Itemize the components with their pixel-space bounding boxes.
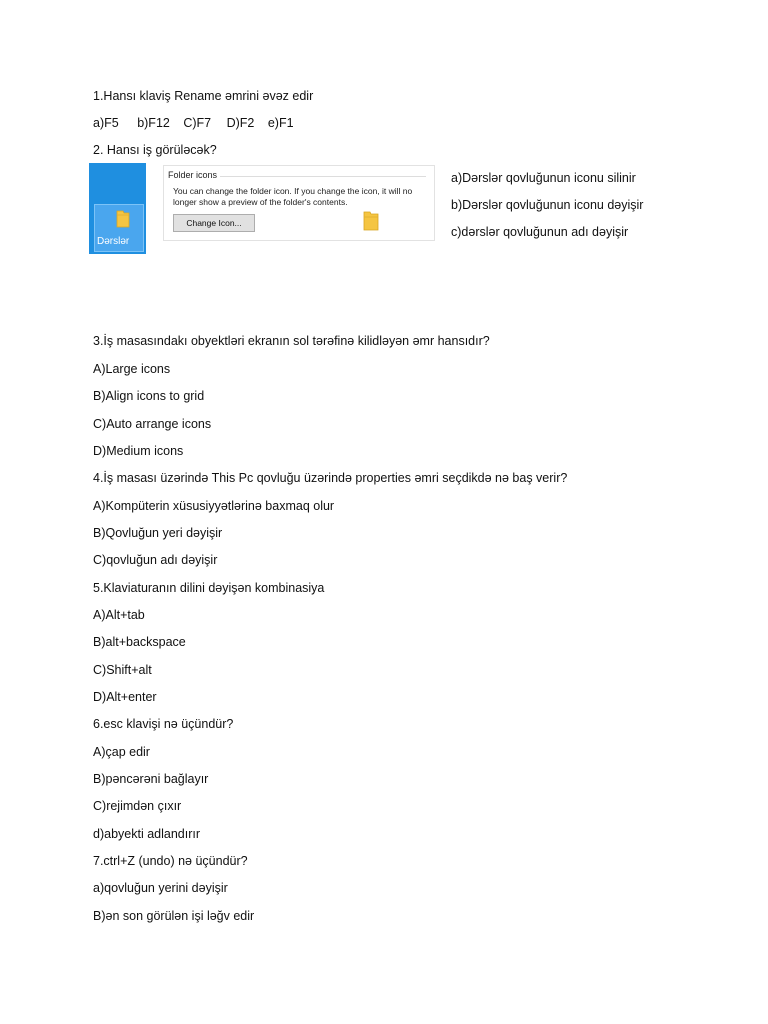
folder-preview-icon — [363, 211, 379, 231]
question-7-option-a: a)qovluğun yerini dəyişir — [93, 881, 228, 895]
question-5-option-d: D)Alt+enter — [93, 690, 157, 704]
group-title: Folder icons — [168, 170, 220, 180]
option-e: e)F1 — [267, 116, 294, 130]
question-5-option-b: B)alt+backspace — [93, 635, 186, 649]
group-divider — [212, 176, 426, 177]
dialog-description: You can change the folder icon. If you change the icon, it will no longer show a preview of the folder's contents. — [173, 186, 413, 207]
question-7: 7.ctrl+Z (undo) nə üçündür? — [93, 854, 248, 868]
question-4-option-a: A)Kompüterin xüsusiyyətlərinə baxmaq olur — [93, 499, 335, 513]
question-2-option-b: b)Dərslər qovluğunun iconu dəyişir — [451, 198, 644, 212]
question-1: 1.Hansı klaviş Rename əmrini əvəz edir — [93, 89, 314, 103]
folder-icon — [116, 210, 130, 228]
question-3-option-c: C)Auto arrange icons — [93, 417, 212, 431]
question-6-option-d: d)abyekti adlandırır — [93, 827, 201, 841]
change-icon-button[interactable]: Change Icon... — [173, 214, 255, 232]
question-3-option-a: A)Large icons — [93, 362, 171, 376]
question-5-option-c: C)Shift+alt — [93, 663, 152, 677]
question-3-option-b: B)Align icons to grid — [93, 389, 205, 403]
question-6-option-a: A)çap edir — [93, 745, 150, 759]
question-4-option-b: B)Qovluğun yeri dəyişir — [93, 526, 223, 540]
option-a: a)F5 — [93, 116, 119, 130]
option-c: C)F7 — [183, 116, 212, 130]
question-7-option-b: B)ən son görülən işi ləğv edir — [93, 909, 255, 923]
question-6-option-b: B)pəncərəni bağlayır — [93, 772, 209, 786]
question-6: 6.esc klavişi nə üçündür? — [93, 717, 234, 731]
question-6-option-c: C)rejimdən çıxır — [93, 799, 182, 813]
question-4-option-c: C)qovluğun adı dəyişir — [93, 553, 218, 567]
desktop-screenshot — [89, 163, 146, 254]
folder-icons-dialog — [163, 165, 435, 241]
desktop-folder-label: Dərslər — [97, 236, 130, 247]
question-5-option-a: A)Alt+tab — [93, 608, 145, 622]
question-2-option-a: a)Dərslər qovluğunun iconu silinir — [451, 171, 636, 185]
question-2-option-c: c)dərslər qovluğunun adı dəyişir — [451, 225, 629, 239]
question-3-option-d: D)Medium icons — [93, 444, 184, 458]
question-2: 2. Hansı iş görüləcək? — [93, 143, 217, 157]
option-d: D)F2 — [226, 116, 255, 130]
question-4: 4.İş masası üzərində This Pc qovluğu üzərində properties əmri seçdikdə nə baş verir? — [93, 471, 568, 485]
question-1-options — [93, 115, 294, 131]
question-5: 5.Klaviaturanın dilini dəyişən kombinasiya — [93, 581, 325, 595]
option-b: b)F12 — [137, 116, 170, 130]
question-3: 3.İş masasındakı obyektləri ekranın sol tərəfinə kilidləyən əmr hansıdır? — [93, 334, 490, 348]
